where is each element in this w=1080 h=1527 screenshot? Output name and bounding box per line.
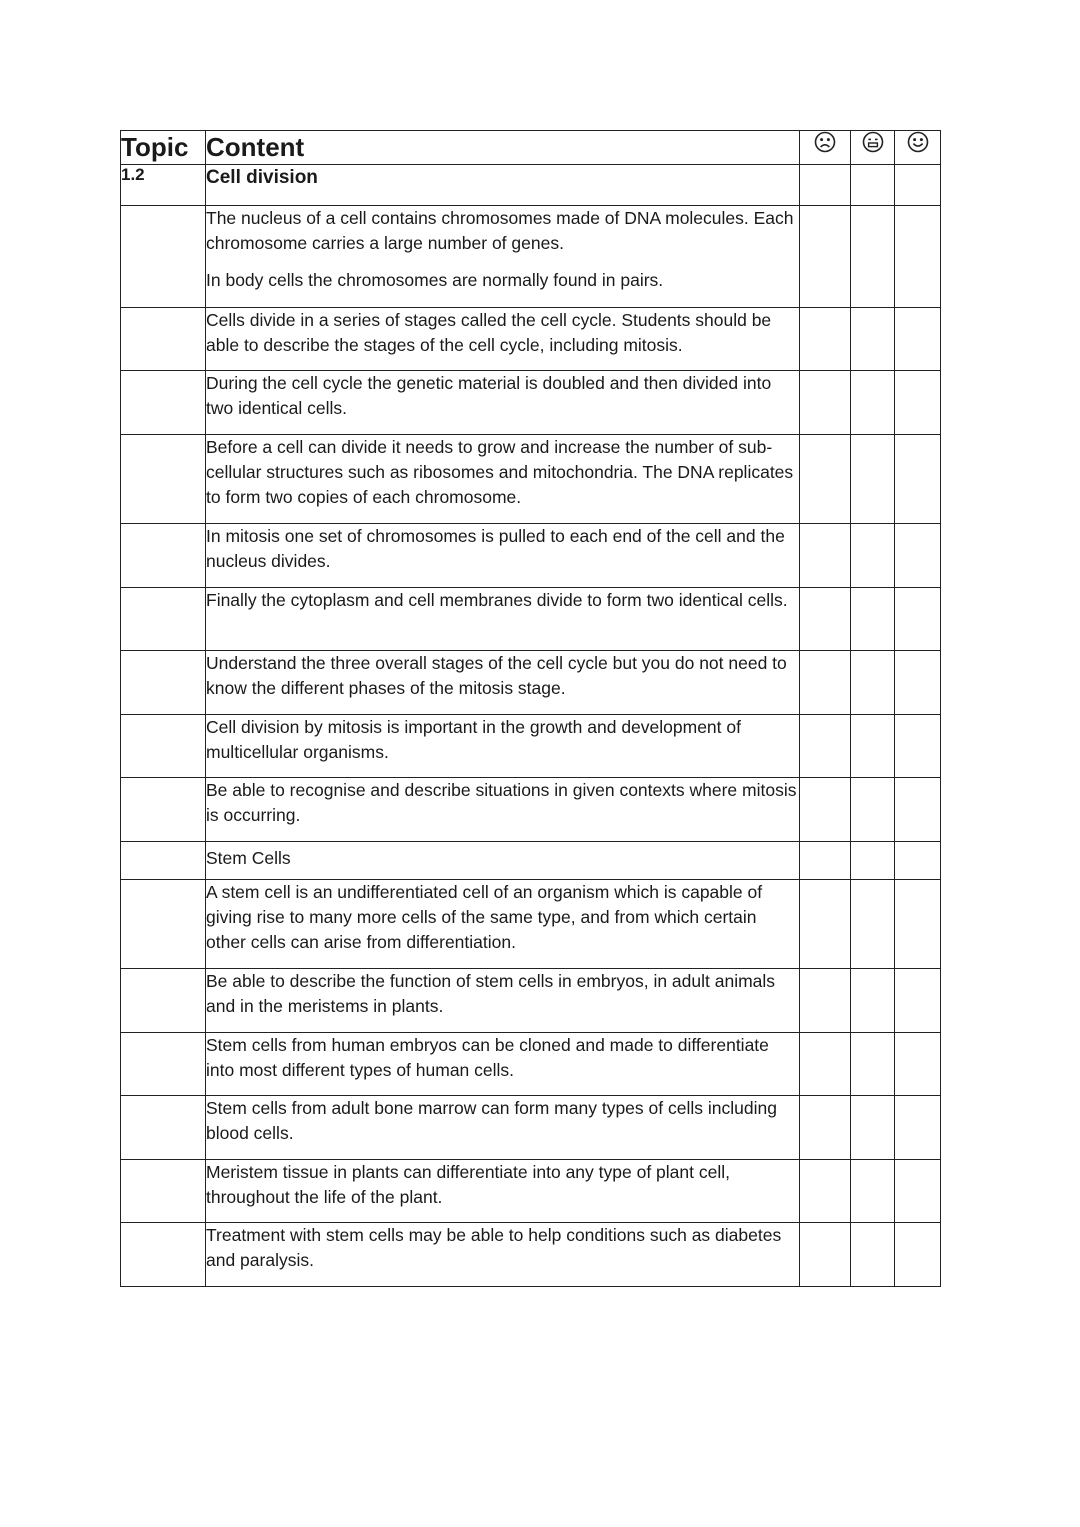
section-title: Cell division — [206, 165, 800, 206]
content-text: Be able to describe the function of stem cells in embryos, in adult animals and in the meristems in plants. — [206, 971, 776, 1016]
table-row — [121, 1223, 941, 1287]
topic-cell — [121, 1223, 206, 1287]
neutral-check-cell[interactable] — [851, 1223, 895, 1287]
happy-check-cell[interactable] — [895, 308, 941, 371]
sad-check-cell[interactable] — [800, 524, 851, 588]
topic-cell — [121, 308, 206, 371]
neutral-check-cell[interactable] — [851, 435, 895, 524]
content-cell — [206, 1096, 800, 1160]
content-text: In body cells the chromosomes are normally found in pairs. — [206, 270, 664, 290]
happy-check-cell[interactable] — [895, 715, 941, 778]
content-cell — [206, 778, 800, 842]
table-row — [121, 1160, 941, 1223]
neutral-check-cell[interactable] — [851, 1033, 895, 1096]
topic-cell — [121, 1033, 206, 1096]
content-cell — [206, 1223, 800, 1287]
content-cell — [206, 435, 800, 524]
content-cell — [206, 880, 800, 969]
sad-check-cell[interactable] — [800, 842, 851, 880]
sad-check-cell[interactable] — [800, 1033, 851, 1096]
sad-check-cell[interactable] — [800, 165, 851, 206]
table-row — [121, 588, 941, 651]
content-cell — [206, 651, 800, 715]
content-text: During the cell cycle the genetic material is doubled and then divided into two identical cells. — [206, 373, 772, 418]
neutral-check-cell[interactable] — [851, 651, 895, 715]
content-text: Meristem tissue in plants can differentiate into any type of plant cell, throughout the life of the plant. — [206, 1162, 730, 1207]
neutral-check-cell[interactable] — [851, 371, 895, 435]
neutral-check-cell[interactable] — [851, 842, 895, 880]
sad-check-cell[interactable] — [800, 880, 851, 969]
topic-cell — [121, 969, 206, 1033]
content-text: Cells divide in a series of stages called the cell cycle. Students should be able to describe the stages of the cell cycle, including mitosis. — [206, 310, 772, 355]
happy-check-cell[interactable] — [895, 371, 941, 435]
happy-check-cell[interactable] — [895, 1223, 941, 1287]
happy-check-cell[interactable] — [895, 588, 941, 651]
topic-cell — [121, 435, 206, 524]
content-cell — [206, 206, 800, 308]
happy-check-cell[interactable] — [895, 651, 941, 715]
happy-check-cell[interactable] — [895, 969, 941, 1033]
neutral-check-cell[interactable] — [851, 206, 895, 308]
sad-check-cell[interactable] — [800, 1223, 851, 1287]
content-cell — [206, 1033, 800, 1096]
neutral-check-cell[interactable] — [851, 165, 895, 206]
table-row — [121, 371, 941, 435]
topic-header: Topic — [121, 131, 206, 165]
sad-check-cell[interactable] — [800, 651, 851, 715]
sad-check-cell[interactable] — [800, 435, 851, 524]
content-cell — [206, 308, 800, 371]
topic-cell — [121, 524, 206, 588]
content-cell — [206, 588, 800, 651]
table-row — [121, 842, 941, 880]
table-row — [121, 969, 941, 1033]
neutral-check-cell[interactable] — [851, 524, 895, 588]
happy-check-cell[interactable] — [895, 524, 941, 588]
content-cell — [206, 1160, 800, 1223]
content-text: Stem Cells — [206, 848, 291, 868]
content-text: The nucleus of a cell contains chromosomes made of DNA molecules. Each chromosome carries a large number of genes. — [206, 208, 794, 253]
happy-check-cell[interactable] — [895, 880, 941, 969]
table-row — [121, 1096, 941, 1160]
table-row — [121, 435, 941, 524]
topic-cell — [121, 371, 206, 435]
happy-check-cell[interactable] — [895, 1033, 941, 1096]
happy-check-cell[interactable] — [895, 778, 941, 842]
content-cell — [206, 524, 800, 588]
table-row — [121, 206, 941, 308]
content-cell — [206, 371, 800, 435]
topic-number: 1.2 — [121, 165, 206, 206]
sad-check-cell[interactable] — [800, 1160, 851, 1223]
neutral-check-cell[interactable] — [851, 715, 895, 778]
content-text: Understand the three overall stages of the cell cycle but you do not need to know the different phases of the mitosis stage. — [206, 653, 787, 698]
sad-check-cell[interactable] — [800, 371, 851, 435]
table-row — [121, 651, 941, 715]
content-text: A stem cell is an undifferentiated cell of an organism which is capable of giving rise to many more cells of the same type, and from which certain other cells can arise from differentiation. — [206, 882, 763, 952]
content-text: Be able to recognise and describe situations in given contexts where mitosis is occurring. — [206, 780, 797, 825]
topic-cell — [121, 588, 206, 651]
happy-check-cell[interactable] — [895, 1160, 941, 1223]
table-row — [121, 715, 941, 778]
topic-cell — [121, 1096, 206, 1160]
content-cell — [206, 715, 800, 778]
neutral-check-cell[interactable] — [851, 588, 895, 651]
neutral-check-cell[interactable] — [851, 1096, 895, 1160]
content-text: Treatment with stem cells may be able to help conditions such as diabetes and paralysis. — [206, 1225, 782, 1270]
content-cell — [206, 842, 800, 880]
content-text: Cell division by mitosis is important in the growth and development of multicellular organisms. — [206, 717, 741, 762]
table-row — [121, 308, 941, 371]
neutral-check-cell[interactable] — [851, 778, 895, 842]
sad-check-cell[interactable] — [800, 969, 851, 1033]
topic-cell — [121, 651, 206, 715]
table-row — [121, 1033, 941, 1096]
content-header: Content — [206, 131, 800, 165]
happy-check-cell[interactable] — [895, 206, 941, 308]
sad-check-cell[interactable] — [800, 778, 851, 842]
happy-face-header — [895, 131, 941, 165]
topic-cell — [121, 206, 206, 308]
neutral-check-cell[interactable] — [851, 969, 895, 1033]
content-text: Stem cells from adult bone marrow can form many types of cells including blood cells. — [206, 1098, 777, 1143]
happy-check-cell[interactable] — [895, 435, 941, 524]
sad-face-header — [800, 131, 851, 165]
sad-face-icon — [814, 131, 836, 153]
happy-face-icon — [907, 131, 929, 153]
content-text: Before a cell can divide it needs to grow and increase the number of sub-cellular structures such as ribosomes and mitochondria. The DNA replicates to form two copies of each chromosome. — [206, 437, 794, 507]
content-text: Stem cells from human embryos can be cloned and made to differentiate into most different types of human cells. — [206, 1035, 769, 1080]
topic-cell — [121, 778, 206, 842]
content-text: In mitosis one set of chromosomes is pulled to each end of the cell and the nucleus divides. — [206, 526, 785, 571]
topic-cell — [121, 1160, 206, 1223]
happy-check-cell[interactable] — [895, 1096, 941, 1160]
section-row — [121, 165, 941, 206]
neutral-face-header — [851, 131, 895, 165]
sad-check-cell[interactable] — [800, 206, 851, 308]
happy-check-cell[interactable] — [895, 842, 941, 880]
content-text: Finally the cytoplasm and cell membranes divide to form two identical cells. — [206, 590, 788, 610]
neutral-check-cell[interactable] — [851, 308, 895, 371]
neutral-check-cell[interactable] — [851, 1160, 895, 1223]
table-row — [121, 524, 941, 588]
topic-cell — [121, 880, 206, 969]
content-cell — [206, 969, 800, 1033]
sad-check-cell[interactable] — [800, 1096, 851, 1160]
table-row — [121, 880, 941, 969]
topic-cell — [121, 715, 206, 778]
neutral-check-cell[interactable] — [851, 880, 895, 969]
sad-check-cell[interactable] — [800, 308, 851, 371]
sad-check-cell[interactable] — [800, 588, 851, 651]
table-row — [121, 778, 941, 842]
neutral-face-icon — [862, 131, 884, 153]
header-row — [121, 131, 941, 165]
happy-check-cell[interactable] — [895, 165, 941, 206]
sad-check-cell[interactable] — [800, 715, 851, 778]
checklist-table — [120, 130, 941, 1287]
topic-cell — [121, 842, 206, 880]
